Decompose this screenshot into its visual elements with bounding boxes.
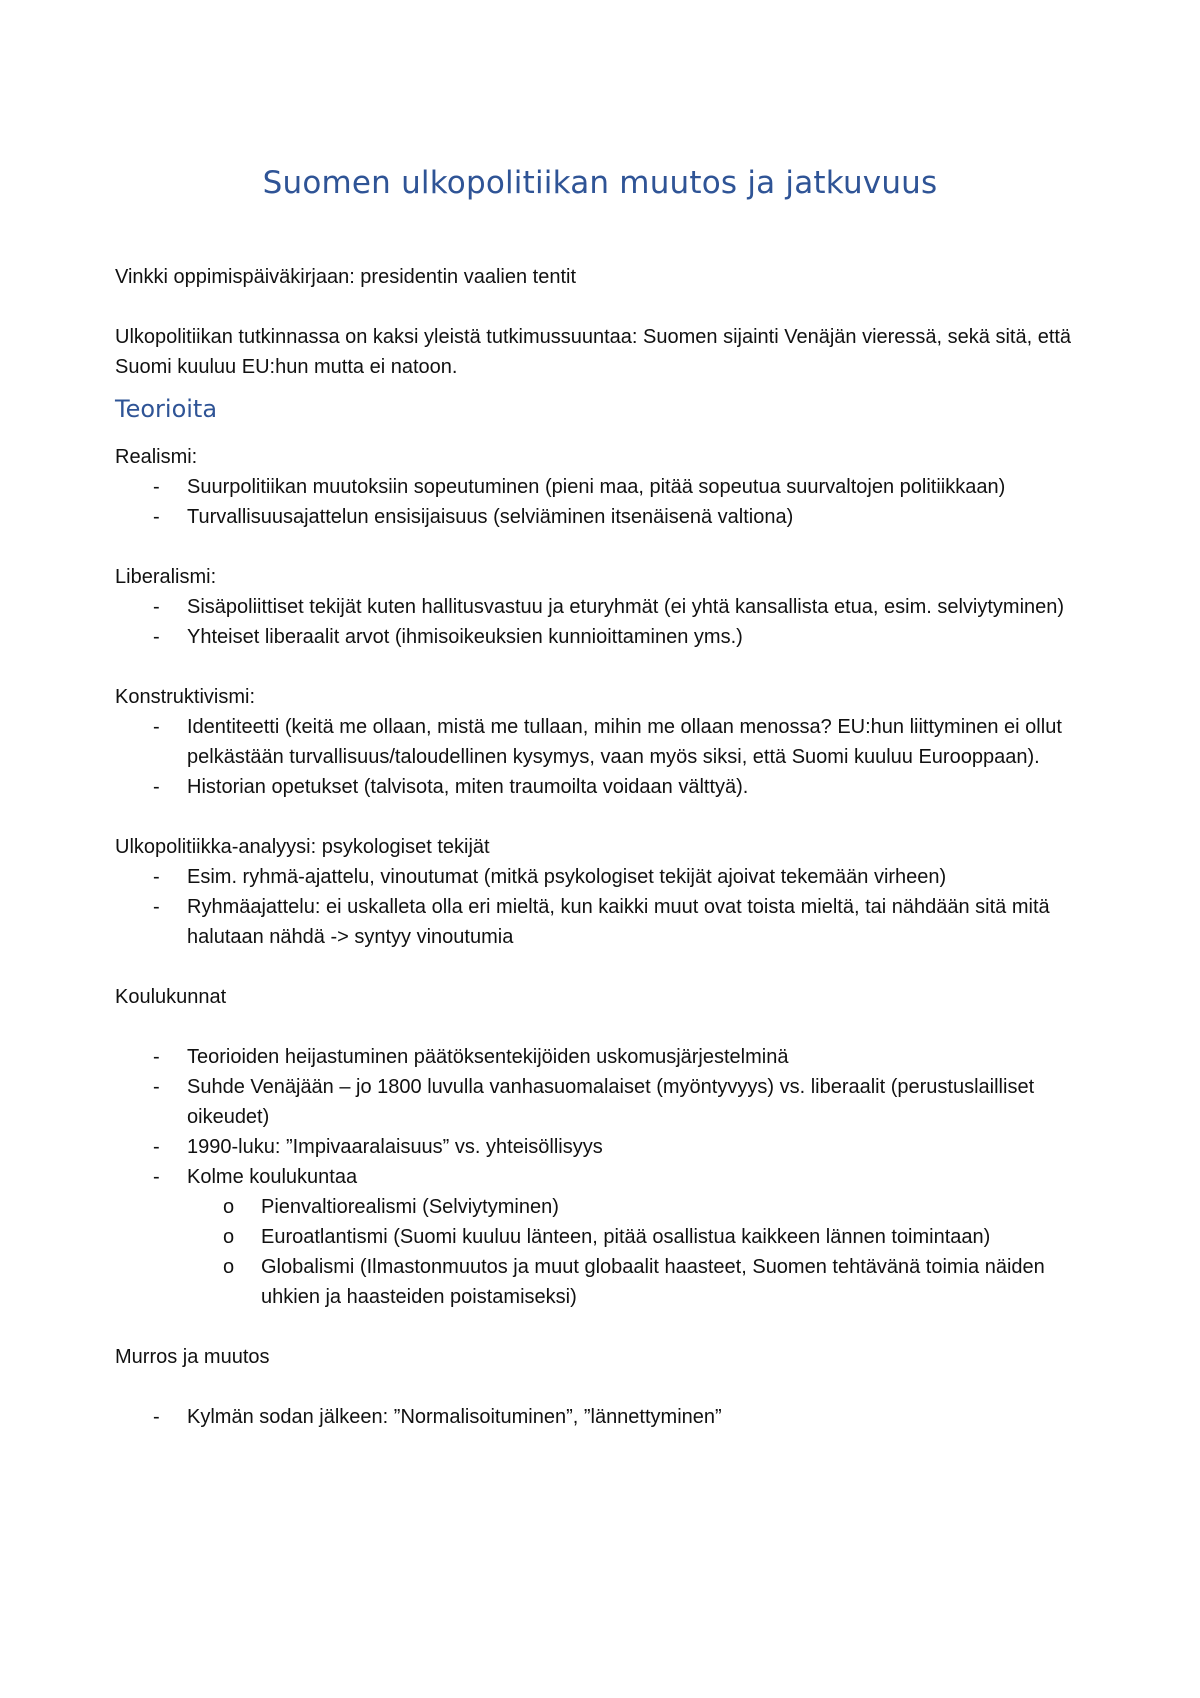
dash-bullet: - <box>153 896 160 918</box>
circle-bullet: o <box>223 1226 235 1248</box>
document-title: Suomen ulkopolitiikan muutos ja jatkuvuus <box>262 165 938 201</box>
change-list <box>115 1402 1100 1432</box>
constructivism-label: Konstruktivismi: <box>115 686 256 708</box>
list-item-text: Esim. ryhmä-ajattelu, vinoutumat (mitkä psykologiset tekijät ajoivat tekemään virheen) <box>187 866 947 888</box>
list-item <box>115 1132 1100 1162</box>
list-item-text: Turvallisuusajattelun ensisijaisuus (selviäminen itsenäisenä valtiona) <box>187 506 794 528</box>
sub-list-item-text: Globalismi (Ilmastonmuutos ja muut globaalit haasteet, Suomen tehtävänä toimia näiden uhkien ja haasteiden poistamiseksi) <box>261 1256 1045 1308</box>
realism-label: Realismi: <box>115 446 198 468</box>
dash-bullet: - <box>153 776 160 798</box>
list-item <box>115 772 1100 802</box>
tip-paragraph: Vinkki oppimispäiväkirjaan: presidentin vaalien tentit <box>115 266 576 288</box>
constructivism-list <box>115 712 1100 802</box>
list-item-text: Suurpolitiikan muutoksiin sopeutuminen (pieni maa, pitää sopeutua suurvaltojen politiikkaan) <box>187 476 1006 498</box>
dash-bullet: - <box>153 506 160 528</box>
realism-list <box>115 472 1100 532</box>
list-item-text: Kolme koulukuntaa <box>187 1166 358 1188</box>
sub-list-item-text: Pienvaltiorealismi (Selviytyminen) <box>261 1196 559 1218</box>
change-label: Murros ja muutos <box>115 1346 270 1368</box>
list-item <box>115 1042 1100 1072</box>
section-heading-theories: Teorioita <box>115 395 218 423</box>
dash-bullet: - <box>153 1136 160 1158</box>
dash-bullet: - <box>153 596 160 618</box>
dash-bullet: - <box>153 1076 160 1098</box>
dash-bullet: - <box>153 1406 160 1428</box>
list-item-text: Sisäpoliittiset tekijät kuten hallitusvastuu ja eturyhmät (ei yhtä kansallista etua, esim. selviytyminen) <box>187 596 1065 618</box>
list-item-text: Kylmän sodan jälkeen: ”Normalisoituminen”, ”lännettyminen” <box>187 1406 722 1428</box>
list-item-text: Ryhmäajattelu: ei uskalleta olla eri mieltä, kun kaikki muut ovat toista mieltä, tai nähdään sitä mitä halutaan nähdä -> syntyy vinoutumia <box>187 896 1050 948</box>
list-item-text: Teorioiden heijastuminen päätöksentekijöiden uskomusjärjestelminä <box>187 1046 789 1068</box>
list-item-text: Suhde Venäjään – jo 1800 luvulla vanhasuomalaiset (myöntyvyys) vs. liberaalit (perustuslailliset oikeudet) <box>187 1076 1035 1128</box>
list-item-text: 1990-luku: ”Impivaaralaisuus” vs. yhteisöllisyys <box>187 1136 603 1158</box>
list-item <box>115 622 1100 652</box>
sub-list-item <box>115 1222 1100 1252</box>
dash-bullet: - <box>153 1166 160 1188</box>
schools-label: Koulukunnat <box>115 986 227 1008</box>
schools-list <box>115 1042 1100 1312</box>
circle-bullet: o <box>223 1196 235 1218</box>
dash-bullet: - <box>153 866 160 888</box>
list-item <box>115 472 1100 502</box>
liberalism-list <box>115 592 1100 652</box>
research-paragraph: Ulkopolitiikan tutkinnassa on kaksi yleistä tutkimussuuntaa: Suomen sijainti Venäjän vieressä, sekä sitä, että Suomi kuuluu EU:hun mutta ei natoon. <box>115 326 1072 378</box>
circle-bullet: o <box>223 1256 235 1278</box>
list-item <box>115 1072 1100 1132</box>
list-item <box>115 592 1100 622</box>
list-item <box>115 712 1100 772</box>
list-item-text: Historian opetukset (talvisota, miten traumoilta voidaan välttyä). <box>187 776 749 798</box>
list-item-text: Identiteetti (keitä me ollaan, mistä me tullaan, mihin me ollaan menossa? EU:hun liittyminen ei ollut pelkästään turvallisuus/taloudellinen kysymys, vaan myös siksi, että Suomi kuuluu Eurooppaan). <box>187 716 1062 768</box>
list-item <box>115 1162 1100 1192</box>
liberalism-label: Liberalismi: <box>115 566 217 588</box>
analysis-label: Ulkopolitiikka-analyysi: psykologiset tekijät <box>115 836 490 858</box>
sub-list-item <box>115 1192 1100 1222</box>
dash-bullet: - <box>153 626 160 648</box>
dash-bullet: - <box>153 476 160 498</box>
list-item <box>115 1402 1100 1432</box>
list-item <box>115 502 1100 532</box>
list-item <box>115 892 1100 952</box>
list-item <box>115 862 1100 892</box>
sub-list-item-text: Euroatlantismi (Suomi kuuluu länteen, pitää osallistua kaikkeen lännen toimintaan) <box>261 1226 991 1248</box>
document-body <box>115 262 1100 1432</box>
sub-list-item <box>115 1252 1100 1312</box>
list-item-text: Yhteiset liberaalit arvot (ihmisoikeuksien kunnioittaminen yms.) <box>187 626 743 648</box>
analysis-list <box>115 862 1100 952</box>
dash-bullet: - <box>153 1046 160 1068</box>
dash-bullet: - <box>153 716 160 738</box>
